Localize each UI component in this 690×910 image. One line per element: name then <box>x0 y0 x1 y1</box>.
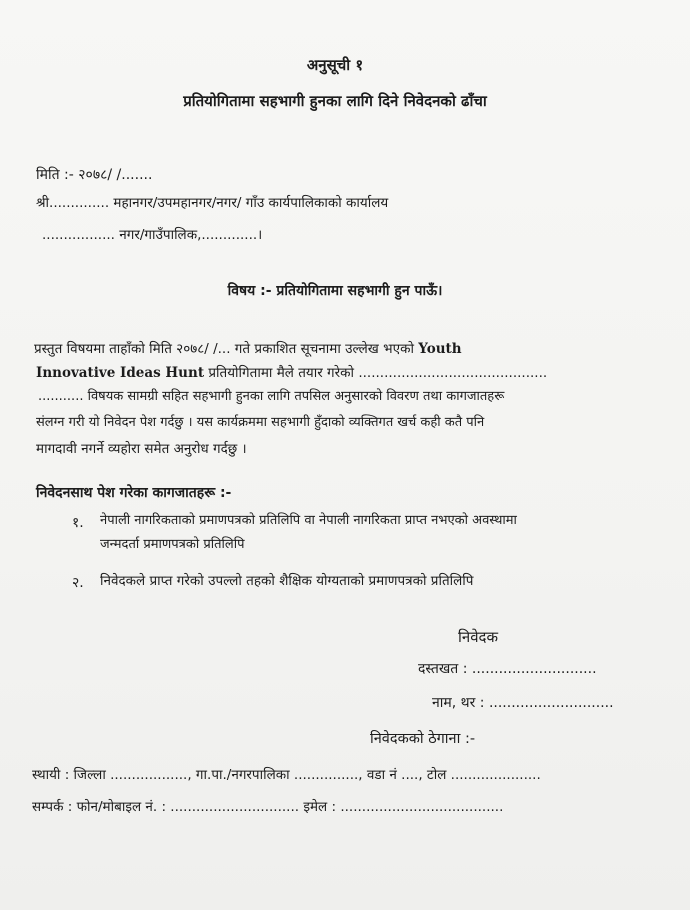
attachment-2-line-1: निवेदकले प्राप्त गरेको उपल्लो तहको शैक्षिक योग्यताको प्रमाणपत्रको प्रतिलिपि <box>100 573 474 589</box>
subject-line: विषय :- प्रतियोगितामा सहभागी हुन पाऊँ। <box>227 283 443 299</box>
attachment-1-line-1: नेपाली नागरिकताको प्रमाणपत्रको प्रतिलिपि वा नेपाली नागरिकता प्राप्त नभएको अवस्थामा <box>100 513 517 528</box>
body-line-1 <box>34 340 462 358</box>
attachment-1-line-2: जन्मदर्ता प्रमाणपत्रको प्रतिलिपि <box>100 537 245 552</box>
program-name-part2: Innovative Ideas Hunt <box>36 365 205 381</box>
form-title: अनुसूची १ <box>306 56 364 74</box>
permanent-address-line: स्थायी : जिल्ला .................., गा.पा./नगरपालिका ..............., वडा नं ...., टोल ..................... <box>32 767 541 783</box>
body-text-2b: प्रतियोगितामा मैले तयार गरेको ............................................ <box>204 365 548 381</box>
body-line-2 <box>36 364 547 382</box>
attachment-number-1: १. <box>72 515 84 531</box>
office-line-1: श्री.............. महानगर/उपमहानगर/नगर/ गाँउ कार्यपालिकाको कार्यालय <box>36 195 389 211</box>
body-text-1a: प्रस्तुत विषयमा ताहाँको मिति २०७८/ /... गते प्रकाशित सूचनामा उल्लेख भएको <box>34 341 419 357</box>
body-line-3: ........... विषयक सामग्री सहित सहभागी हुनका लागि तपसिल अनुसारको विवरण तथा कागजातहरू <box>38 389 505 404</box>
name-line: नाम, थर : ............................ <box>432 695 614 711</box>
office-line-2: ................. नगर/गाउँपालिक,.............। <box>42 227 263 243</box>
address-heading: निवेदकको ठेगाना :- <box>370 731 476 747</box>
form-subtitle: प्रतियोगितामा सहभागी हुनका लागि दिने निवेदनको ढाँचा <box>183 92 487 110</box>
applicant-heading: निवेदक <box>458 628 499 646</box>
signature-line: दस्तखत : ............................ <box>418 661 597 677</box>
program-name-part1: Youth <box>418 341 462 357</box>
attachments-heading: निवेदनसाथ पेश गरेका कागजातहरू :- <box>36 485 232 501</box>
date-line: मिति :- २०७८/ /....... <box>36 167 153 183</box>
attachment-number-2: २. <box>72 575 84 591</box>
body-line-4: संलग्न गरी यो निवेदन पेश गर्दछु । यस कार्यक्रममा सहभागी हुँदाको व्यक्तिगत खर्च कही कतै पनि <box>36 415 485 430</box>
contact-line: सम्पर्क : फोन/मोबाइल नं. : .............................. इमेल : ...................................... <box>32 799 504 815</box>
body-line-5: मागदावी नगर्ने व्यहोरा समेत अनुरोध गर्दछु । <box>36 441 247 457</box>
